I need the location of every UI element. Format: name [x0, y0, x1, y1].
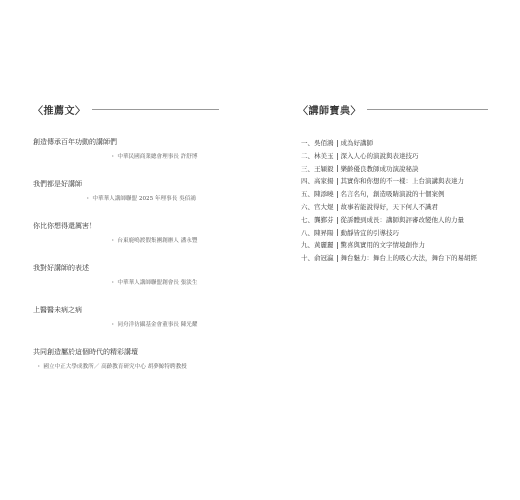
recommend-title: 你比你想得還厲害！: [33, 222, 96, 230]
toc-topic: 其實你和你想的不一樣：上台演講與表達力: [340, 177, 464, 186]
recommend-author: ・ 同舟洋彷攝基金會董事長 陳光耀: [110, 322, 198, 328]
recommend-item: [33, 264, 233, 287]
toc-entry: [301, 227, 491, 240]
toc-topic: 故事若能說得好，天下何人不識君: [340, 202, 438, 211]
toc-entry: [301, 239, 491, 252]
right-page: [260, 0, 520, 500]
toc-entry: [301, 175, 491, 188]
recommend-item: [33, 348, 233, 371]
toc-speaker: 二、林美玉: [301, 151, 334, 160]
toc-speaker: 九、黃麗麗: [301, 241, 334, 250]
toc-topic: 名言名句，創造吸睛演說的十個案例: [340, 190, 445, 199]
toc-separator: [337, 178, 338, 185]
toc-separator: [337, 153, 338, 160]
toc-topic: 深入人心的演說與表達技巧: [340, 151, 419, 160]
recommend-heading-text: 〈推薦文〉: [33, 106, 86, 117]
toc-heading-text: 〈講師寶典〉: [298, 106, 361, 117]
recommend-author: ・ 中華華人講師聯盟創會長 張淡生: [110, 280, 198, 286]
toc-separator: [337, 255, 338, 262]
toc-topic: 從訴體到成長：講師與評審改變他人的力量: [340, 215, 464, 224]
toc-speaker: 四、高家揚: [301, 177, 334, 186]
toc-topic: 樂齡優良教師成功演說秘訣: [340, 164, 419, 173]
toc-speaker: 一、吳佰鴻: [301, 139, 334, 147]
recommend-item: [33, 138, 233, 161]
recommend-title: 我對好講師的表述: [33, 264, 89, 272]
recommend-title: 上醫醫未病之病: [33, 306, 82, 314]
toc-topic: 動靜皆宜的引導技巧: [340, 228, 399, 237]
toc-separator: [337, 191, 338, 198]
toc-entry: [301, 150, 491, 163]
toc-speaker: 五、陳添曉: [301, 190, 334, 199]
recommend-title: 我們都是好講師: [33, 180, 82, 188]
recommend-heading: [33, 102, 219, 117]
recommend-author: ・ 台東鹿鳴渡假集團創辦人 潘永豐: [110, 238, 198, 244]
heading-rule: [367, 109, 488, 110]
toc-topic: 成為好講師: [340, 139, 373, 147]
toc-speaker: 七、龔鄞芬: [301, 215, 334, 224]
toc-separator: [337, 229, 338, 236]
toc-speaker: 六、官大煜: [301, 202, 334, 211]
toc-separator: [337, 140, 338, 147]
toc-entry: [301, 252, 491, 265]
toc-topic: 舞台魅力：舞台上的吸心大法，舞台下的易胡經: [340, 254, 477, 263]
toc-speaker: 十、俞冠瀛: [301, 254, 334, 263]
toc-list: [301, 137, 491, 265]
recommend-title: 共同創造屬於這個時代的精彩講壇: [33, 348, 138, 356]
recommend-item: [33, 306, 233, 329]
toc-separator: [337, 165, 338, 172]
toc-entry: [301, 163, 491, 176]
recommend-item: [33, 180, 233, 203]
recommend-author: ・ 國立中正大學成教所／ 高齡教育研究中心 胡夢鯨特聘教授: [36, 364, 187, 370]
toc-entry: [301, 201, 491, 214]
toc-heading: [298, 102, 488, 117]
recommend-title: 創造傳承百年功動的講師們: [33, 138, 117, 146]
recommend-author: ・ 中華民國商業總會理事長 許舒博: [110, 154, 198, 160]
toc-separator: [337, 242, 338, 249]
toc-topic: 驚喜與實用的文字情境創作力: [340, 241, 425, 250]
recommend-item: [33, 222, 233, 245]
toc-separator: [337, 217, 338, 224]
toc-speaker: 三、王穎毅: [301, 164, 334, 173]
toc-entry: [301, 188, 491, 201]
toc-speaker: 八、陳昇陽: [301, 228, 334, 237]
toc-separator: [337, 204, 338, 211]
recommend-list: [33, 138, 233, 390]
toc-entry: [301, 214, 491, 227]
heading-rule: [92, 109, 220, 110]
toc-entry: [301, 137, 491, 150]
recommend-author: ・ 中華華人講師聯盟 2025 年理事長 吳佰鴻: [85, 196, 196, 202]
